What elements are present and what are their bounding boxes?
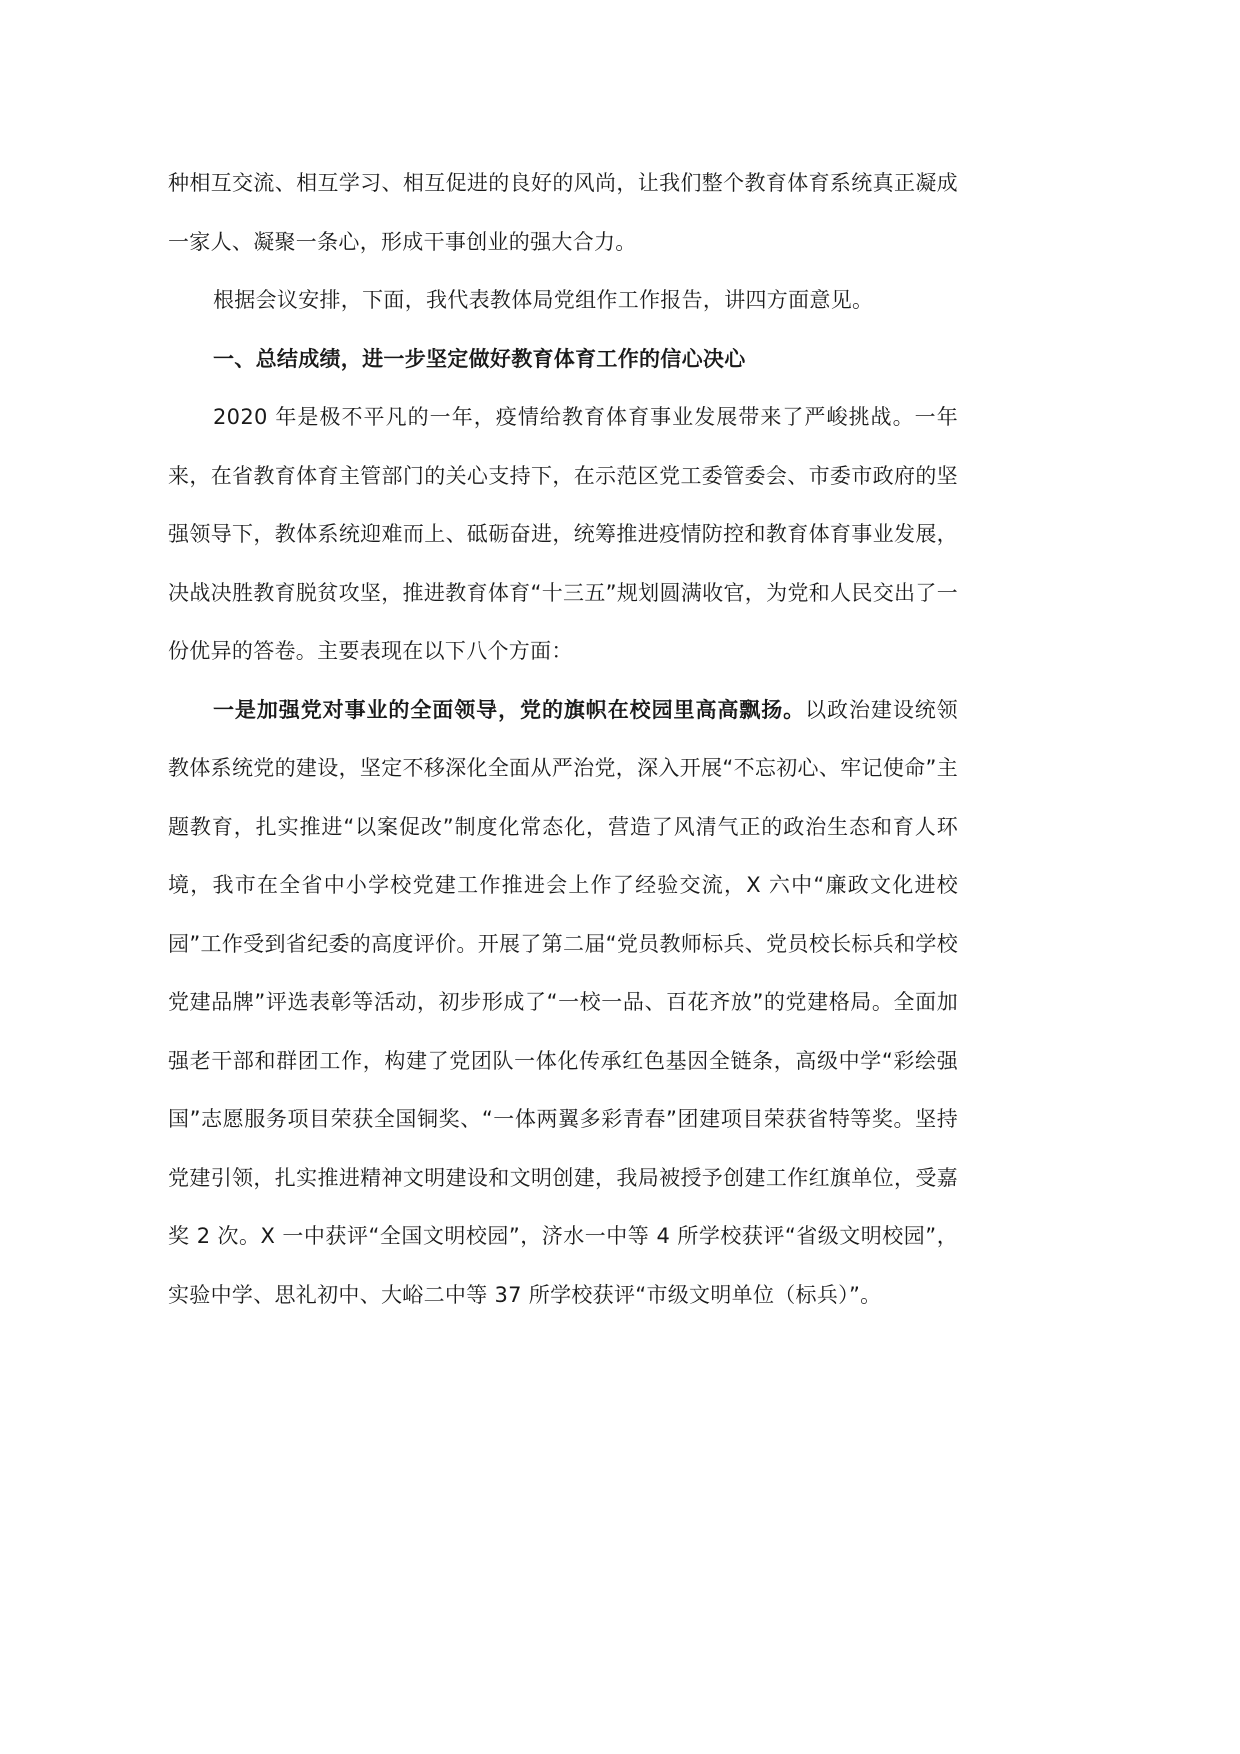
document-page	[168, 154, 958, 1324]
paragraph-body: 以政治建设统领教体系统党的建设，坚定不移深化全面从严治党，深入开展“不忘初心、牢记使命”主题教育，扎实推进“以案促改”制度化常态化，营造了风清气正的政治生态和育人环境，我市在全省中小学校党建工作推进会上作了经验交流，X 六中“廉政文化进校园”工作受到省纪委的高度评价。开展了第二届“党员教师标兵、党员校长标兵和学校党建品牌”评选表彰等活动，初步形成了“一校一品、百花齐放”的党建格局。全面加强老干部和群团工作，构建了党团队一体化传承红色基因全链条，高级中学“彩绘强国”志愿服务项目荣获全国铜奖、“一体两翼多彩青春”团建项目荣获省特等奖。坚持党建引领，扎实推进精神文明建设和文明创建，我局被授予创建工作红旗单位，受嘉奖 2 次。X 一中获评“全国文明校园”，济水一中等 4 所学校获评“省级文明校园”，实验中学、思礼初中、大峪二中等 37 所学校获评“市级文明单位（标兵）”。	[168, 697, 958, 1307]
paragraph-continuation: 种相互交流、相互学习、相互促进的良好的风尚，让我们整个教育体育系统真正凝成一家人、凝聚一条心，形成干事创业的强大合力。	[168, 171, 958, 254]
paragraph-meeting-arrangement: 根据会议安排，下面，我代表教体局党组作工作报告，讲四方面意见。	[213, 288, 874, 312]
paragraph-2020-summary: 2020 年是极不平凡的一年，疫情给教育体育事业发展带来了严峻挑战。一年来，在省教育体育主管部门的关心支持下，在示范区党工委管委会、市委市政府的坚强领导下，教体系统迎难而上、砥砺奋进，统筹推进疫情防控和教育体育事业发展，决战决胜教育脱贫攻坚，推进教育体育“十三五”规划圆满收官，为党和人民交出了一份优异的答卷。主要表现在以下八个方面：	[168, 405, 958, 663]
section-heading-1: 一、总结成绩，进一步坚定做好教育体育工作的信心决心	[213, 346, 746, 371]
paragraph-lead-sentence: 一是加强党对事业的全面领导，党的旗帜在校园里高高飘扬。	[213, 697, 806, 722]
paragraph-party-leadership	[168, 681, 958, 1325]
